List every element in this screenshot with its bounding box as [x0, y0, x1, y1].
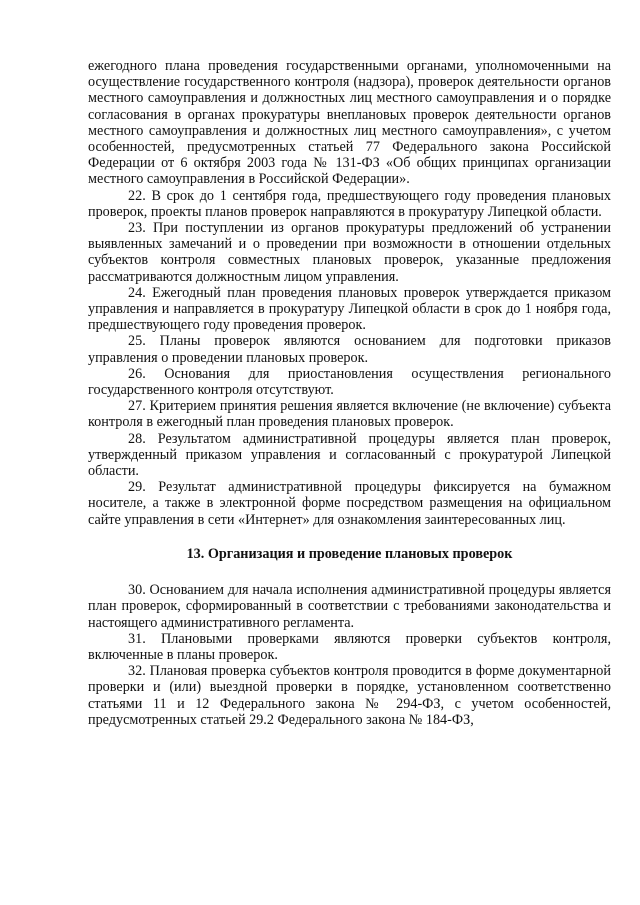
document-page: [88, 58, 611, 728]
paragraph-22: 22. В срок до 1 сентября года, предшествующего году проведения плановых проверок, проекты планов проверок направляются в прокуратуру Липецкой области.: [88, 187, 611, 220]
section-heading: 13. Организация и проведение плановых проверок: [186, 545, 513, 562]
paragraph-27: 27. Критерием принятия решения является включение (не включение) субъекта контроля в ежегодный план проведения плановых проверок.: [88, 398, 611, 431]
paragraph-32: 32. Плановая проверка субъектов контроля проводится в форме документарной проверки и (или) выездной проверки в порядке, установленном соответственно статьями 11 и 12 Федерального закона № 294-ФЗ, с учетом особенностей, предусмотренных статьей 29.2 Федерального закона № 184-ФЗ,: [88, 663, 611, 728]
paragraph-continuation: ежегодного плана проведения государственными органами, уполномоченными на осуществление государственного контроля (надзора), проверок деятельности органов местного самоуправления и должностных лиц местного самоуправления и о порядке согласования в органах прокуратуры внеплановых проверок деятельности органов местного самоуправления и должностных лиц местного самоуправления», с учетом особенностей, предусмотренных статьей 77 Федерального закона Российской Федерации от 6 октября 2003 года № 131-ФЗ «Об общих принципах организации местного самоуправления в Российской Федерации».: [88, 58, 611, 188]
paragraph-28: 28. Результатом административной процедуры является план проверок, утвержденный приказом управления и согласованный с прокуратурой Липецкой области.: [88, 430, 611, 480]
paragraph-25: 25. Планы проверок являются основанием для подготовки приказов управления о проведении плановых проверок.: [88, 333, 611, 366]
paragraph-30: 30. Основанием для начала исполнения административной процедуры является план проверок, сформированный в соответствии с требованиями законодательства и настоящего административного регламента.: [88, 582, 611, 631]
paragraph-29: 29. Результат административной процедуры фиксируется на бумажном носителе, а также в электронной форме посредством размещения на официальном сайте управления в сети «Интернет» для ознакомления заинтересованных лиц.: [88, 479, 611, 528]
paragraph-23: 23. При поступлении из органов прокуратуры предложений об устранении выявленных замечаний и о проведении при возможности в отношении отдельных субъектов контроля совместных плановых проверок, указанные предложения рассматриваются должностным лицом управления.: [88, 220, 611, 285]
paragraph-24: 24. Ежегодный план проведения плановых проверок утверждается приказом управления и направляется в прокуратуру Липецкой области в срок до 1 ноября года, предшествующего году проведения проверок.: [88, 284, 611, 334]
paragraph-31: 31. Плановыми проверками являются проверки субъектов контроля, включенные в планы проверок.: [88, 630, 611, 663]
paragraph-26: 26. Основания для приостановления осуществления регионального государственного контроля отсутствуют.: [88, 365, 611, 399]
